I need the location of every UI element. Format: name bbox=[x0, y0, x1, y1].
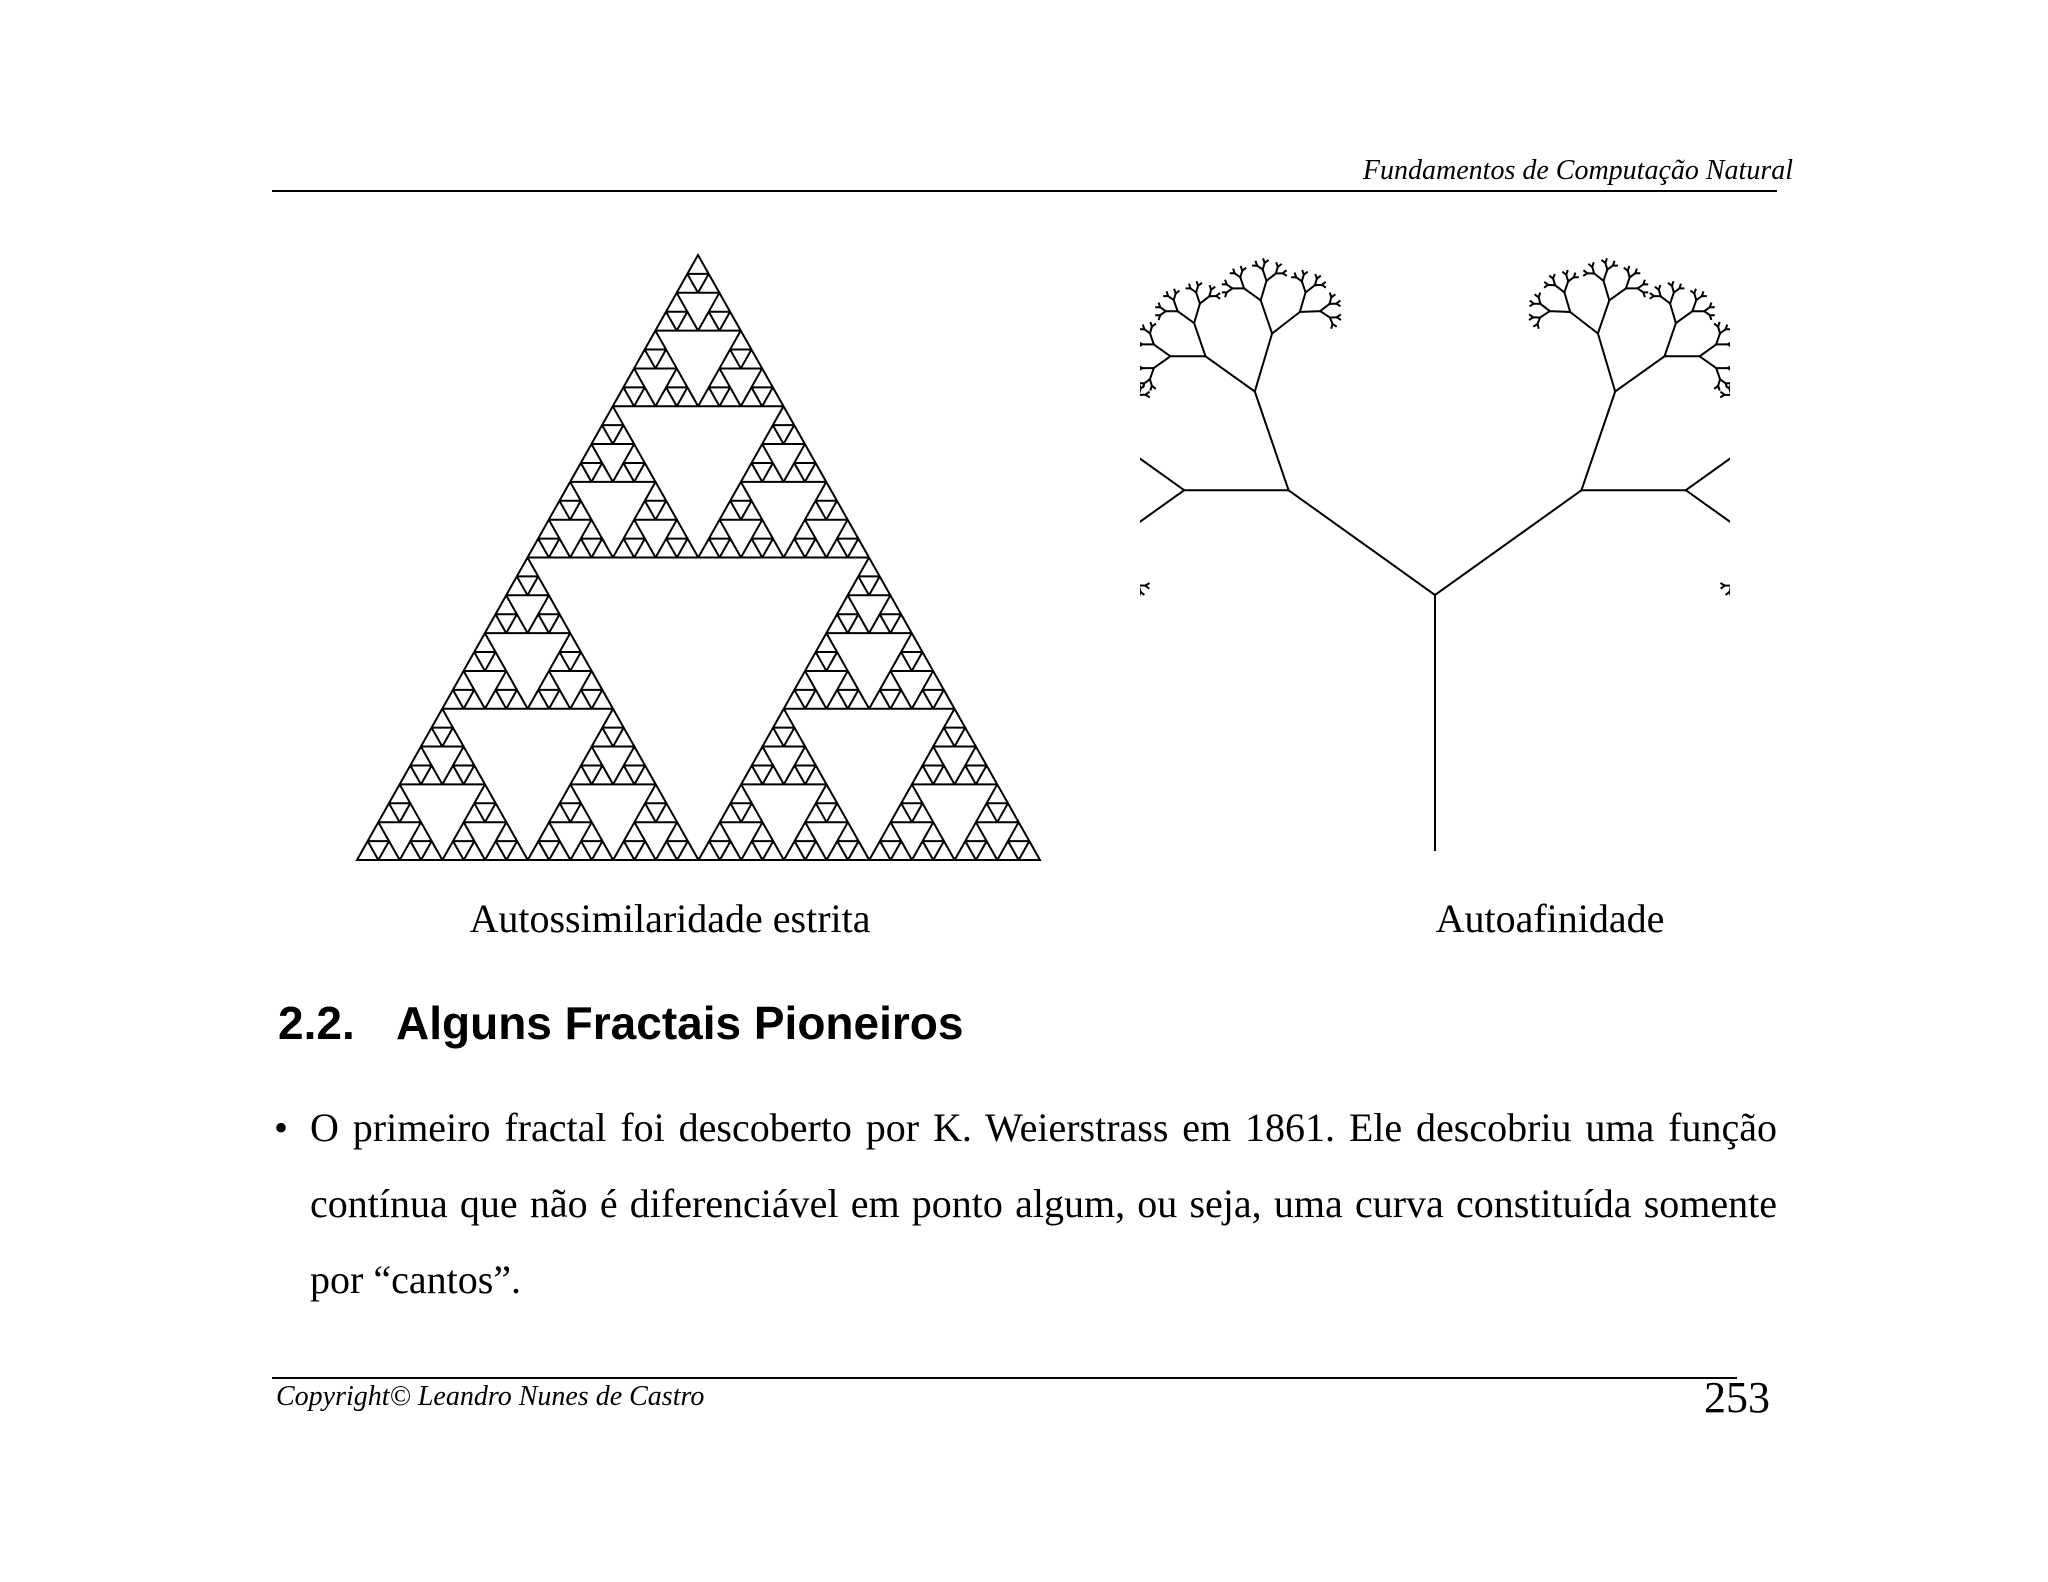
section-title: Alguns Fractais Pioneiros bbox=[396, 997, 964, 1049]
caption-self-affinity: Autoafinidade bbox=[1435, 896, 1665, 941]
bullet-list bbox=[274, 1090, 1777, 1318]
header-rule bbox=[272, 190, 1777, 192]
section-heading bbox=[278, 996, 963, 1050]
page-number: 253 bbox=[1704, 1373, 1770, 1422]
caption-self-similarity: Autossimilaridade estrita bbox=[469, 896, 871, 941]
tree-branches bbox=[1140, 259, 1730, 850]
sierpinski-triangle-figure bbox=[350, 248, 1050, 868]
footer-rule bbox=[272, 1377, 1737, 1379]
running-header: Fundamentos de Computação Natural bbox=[1362, 155, 1793, 186]
bullet-symbol: • bbox=[274, 1105, 289, 1150]
copyright-notice: Copyright© Leandro Nunes de Castro bbox=[276, 1381, 705, 1412]
section-number: 2.2. bbox=[278, 997, 355, 1049]
fractal-tree-figure bbox=[1140, 240, 1730, 860]
sierpinski-outline bbox=[357, 255, 1040, 860]
bullet-paragraph: O primeiro fractal foi descoberto por K. Weierstrass em 1861. Ele descobriu uma função contínua que não é diferenciável em ponto algum, ou seja, uma curva constituída somente por “cantos”. bbox=[310, 1105, 1777, 1302]
